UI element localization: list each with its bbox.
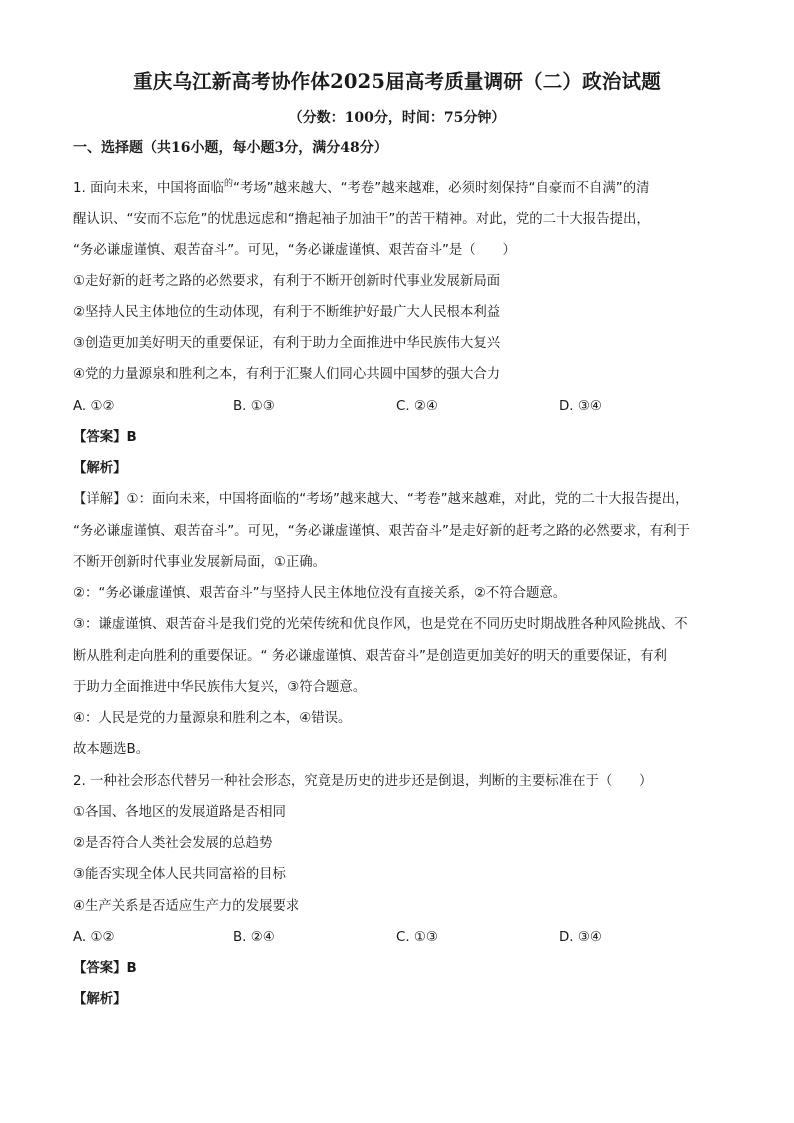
q1-detail-line8: ④：人民是党的力量源泉和胜利之本，④错误。: [73, 711, 352, 726]
q1-option-a: A. ①②: [73, 399, 115, 414]
q1-answer: 【答案】B: [73, 430, 137, 445]
q1-conclusion: 故本题选B。: [73, 742, 150, 757]
q1-analysis-label: 【解析】: [73, 461, 127, 476]
q1-stem-line3: “务必谦虚谨慎、艰苦奋斗”。可见，“务必谦虚谨慎、艰苦奋斗”是（ ）: [73, 243, 516, 258]
exam-info: （分数：100分，时间：75分钟）: [288, 110, 506, 126]
q1-detail-line5: ③：谦虚谨慎、艰苦奋斗是我们党的光荣传统和优良作风，也是党在不同历史时期战胜各种风险挑战、不: [73, 617, 688, 632]
q1-detail-line4: ②：“务必谦虚谨慎、艰苦奋斗”与坚持人民主体地位没有直接关系，②不符合题意。: [73, 586, 567, 601]
q1-detail-line2: “务必谦虚谨慎、艰苦奋斗”。可见，“务必谦虚谨慎、艰苦奋斗”是走好新的赶考之路的必然要求，有利于: [73, 524, 690, 539]
q2-analysis-label: 【解析】: [73, 992, 127, 1007]
q1-item-4: ④党的力量源泉和胜利之本，有利于汇聚人们同心共圆中国梦的强大合力: [73, 367, 501, 382]
q1-item-1: ①走好新的赶考之路的必然要求，有利于不断开创新时代事业发展新局面: [73, 274, 501, 289]
q2-item-3: ③能否实现全体人民共同富裕的目标: [73, 867, 286, 882]
q1-option-d: D. ③④: [559, 399, 602, 414]
q2-item-2: ②是否符合人类社会发展的总趋势: [73, 836, 273, 851]
q1-option-c: C. ②④: [396, 399, 438, 414]
section-heading: 一、选择题（共16小题，每小题3分，满分48分）: [73, 140, 388, 156]
q1-superscript: 的: [223, 179, 233, 189]
q1-stem-line2: 醒认识、“安而不忘危”的忧患远虑和“撸起袖子加油干”的苦干精神。对此，党的二十大报告提出，: [73, 212, 650, 227]
q1-option-b: B. ①③: [233, 399, 275, 414]
q2-item-1: ①各国、各地区的发展道路是否相同: [73, 805, 286, 820]
q1-item-2: ②坚持人民主体地位的生动体现，有利于不断维护好最广大人民根本利益: [73, 305, 501, 320]
page-title: 重庆乌江新高考协作体2025届高考质量调研（二）政治试题: [133, 70, 661, 93]
q2-options: [73, 928, 733, 948]
q2-answer: 【答案】B: [73, 961, 137, 976]
q2-stem: 2. 一种社会形态代替另一种社会形态，究竟是历史的进步还是倒退，判断的主要标准在于（ ）: [73, 774, 653, 789]
q1-detail-line1: 【详解】①：面向未来，中国将面临的“考场”越来越大、“考卷”越来越难，对此，党的二十大报告提出，: [73, 492, 689, 507]
q2-option-b: B. ②④: [233, 930, 275, 945]
q1-detail-line6: 断从胜利走向胜利的重要保证。“ 务必谦虚谨慎、艰苦奋斗”是创造更加美好的明天的重要保证，有利: [73, 649, 667, 664]
q1-stem-line1: 1. 面向未来，中国将面临$^的$“考场”越来越大、“考卷”越来越难，必须时刻保持“自豪而不自满”的清: [73, 179, 650, 196]
q1-detail-line3: 不断开创新时代事业发展新局面，①正确。: [73, 555, 327, 570]
q1-options: [73, 397, 733, 417]
q2-item-4: ④生产关系是否适应生产力的发展要求: [73, 899, 300, 914]
q2-option-c: C. ①③: [396, 930, 438, 945]
q1-detail-line7: 于助力全面推进中华民族伟大复兴，③符合题意。: [73, 680, 367, 695]
q2-option-a: A. ①②: [73, 930, 115, 945]
q2-option-d: D. ③④: [559, 930, 602, 945]
q1-item-3: ③创造更加美好明天的重要保证，有利于助力全面推进中华民族伟大复兴: [73, 336, 501, 351]
